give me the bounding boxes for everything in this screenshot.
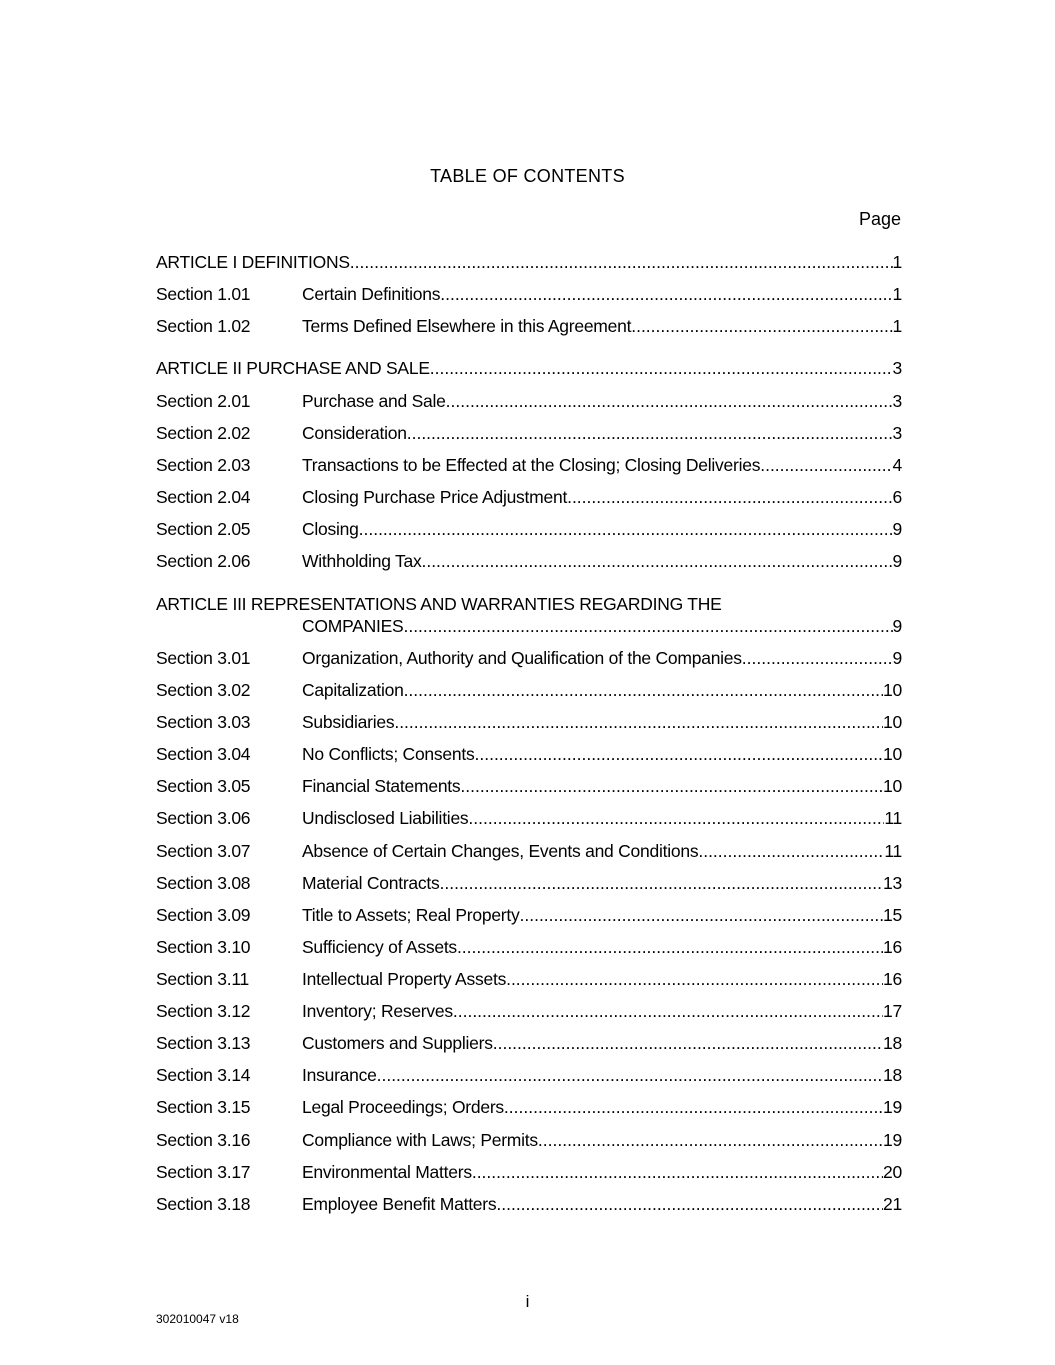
section-number: Section 2.05 <box>156 519 251 539</box>
dot-leader <box>506 967 883 991</box>
dot-leader <box>493 1031 883 1055</box>
toc-page-number: 1 <box>892 284 902 304</box>
toc-entry-section-2-03[interactable] <box>156 453 902 477</box>
toc-page-number: 13 <box>883 873 902 893</box>
dot-leader <box>475 742 884 766</box>
toc-entry-section-3-17[interactable] <box>156 1160 902 1184</box>
toc-page-number: 11 <box>884 841 902 861</box>
section-number: Section 1.02 <box>156 316 251 336</box>
dot-leader <box>504 1095 883 1119</box>
page-title: TABLE OF CONTENTS <box>430 166 625 186</box>
toc-label: ARTICLE II PURCHASE AND SALE <box>156 358 430 378</box>
toc-entry-section-2-01[interactable] <box>156 389 902 413</box>
toc-label: Financial Statements <box>302 776 461 796</box>
toc-label: Compliance with Laws; Permits <box>302 1130 538 1150</box>
toc-entry-section-3-11[interactable] <box>156 967 902 991</box>
toc-page-number: 1 <box>892 252 902 272</box>
toc-page-number: 19 <box>883 1130 902 1150</box>
toc-page-number: 21 <box>883 1194 902 1214</box>
dot-leader <box>631 314 892 338</box>
toc-page-number: 10 <box>883 776 902 796</box>
toc-entry-section-3-09[interactable] <box>156 903 902 927</box>
toc-page-number: 1 <box>892 316 902 336</box>
toc-label: Material Contracts <box>302 873 440 893</box>
toc-entry-section-3-05[interactable] <box>156 774 902 798</box>
toc-entry-section-3-04[interactable] <box>156 742 902 766</box>
toc-page-number: 16 <box>883 937 902 957</box>
toc-label: Undisclosed Liabilities <box>302 808 469 828</box>
toc-page-number: 10 <box>883 680 902 700</box>
dot-leader <box>742 646 893 670</box>
toc-label: Title to Assets; Real Property <box>302 905 520 925</box>
toc-entry-section-3-13[interactable] <box>156 1031 902 1055</box>
dot-leader <box>538 1128 883 1152</box>
dot-leader <box>468 806 884 830</box>
toc-entry-section-3-07[interactable] <box>156 839 902 863</box>
dot-leader <box>567 485 892 509</box>
footer-page-number: i <box>525 1292 530 1311</box>
toc-entry-section-3-03[interactable] <box>156 710 902 734</box>
toc-label: Inventory; Reserves <box>302 1001 453 1021</box>
dot-leader <box>407 421 893 445</box>
toc-page-number: 18 <box>883 1065 902 1085</box>
toc-entry-article-2[interactable] <box>156 356 902 380</box>
toc-label: Employee Benefit Matters <box>302 1194 497 1214</box>
section-number: Section 2.03 <box>156 455 251 475</box>
toc-entry-section-2-02[interactable] <box>156 421 902 445</box>
dot-leader <box>394 710 883 734</box>
toc-page-number: 3 <box>892 391 902 411</box>
toc-page-number: 9 <box>892 648 902 668</box>
dot-leader <box>698 839 884 863</box>
footer-document-id: 302010047 v18 <box>156 1312 239 1326</box>
section-number: Section 3.07 <box>156 841 251 861</box>
toc-entry-section-1-01[interactable] <box>156 282 902 306</box>
toc-entry-section-2-06[interactable] <box>156 549 902 573</box>
toc-entry-section-3-10[interactable] <box>156 935 902 959</box>
toc-label: Subsidiaries <box>302 712 395 732</box>
section-number: Section 2.01 <box>156 391 251 411</box>
toc-page-number: 9 <box>892 519 902 539</box>
toc-entry-article-3[interactable] <box>156 614 902 638</box>
section-number: Section 2.02 <box>156 423 251 443</box>
toc-label: Absence of Certain Changes, Events and Conditions <box>302 841 699 861</box>
toc-page-number: 10 <box>883 712 902 732</box>
toc-entry-section-3-12[interactable] <box>156 999 902 1023</box>
toc-label: Capitalization <box>302 680 404 700</box>
section-number: Section 1.01 <box>156 284 251 304</box>
toc-entry-section-3-02[interactable] <box>156 678 902 702</box>
toc-page-number: 4 <box>892 455 902 475</box>
section-number: Section 2.04 <box>156 487 251 507</box>
toc-entry-section-3-14[interactable] <box>156 1063 902 1087</box>
toc-label: Intellectual Property Assets <box>302 969 507 989</box>
toc-entry-section-3-18[interactable] <box>156 1192 902 1216</box>
toc-label: Closing Purchase Price Adjustment <box>302 487 568 507</box>
toc-label: COMPANIES <box>302 616 404 636</box>
toc-label: Purchase and Sale <box>302 391 446 411</box>
toc-label: No Conflicts; Consents <box>302 744 475 764</box>
section-number: Section 3.09 <box>156 905 251 925</box>
toc-label: Terms Defined Elsewhere in this Agreement <box>302 316 632 336</box>
toc-label: Sufficiency of Assets <box>302 937 457 957</box>
dot-leader <box>457 935 883 959</box>
toc-entry-section-3-16[interactable] <box>156 1128 902 1152</box>
dot-leader <box>404 678 883 702</box>
dot-leader <box>496 1192 883 1216</box>
toc-label: Withholding Tax <box>302 551 422 571</box>
toc-page-number: 16 <box>883 969 902 989</box>
toc-page-number: 11 <box>884 808 902 828</box>
section-number: Section 2.06 <box>156 551 251 571</box>
dot-leader <box>472 1160 883 1184</box>
toc-label: Legal Proceedings; Orders <box>302 1097 504 1117</box>
toc-label: Customers and Suppliers <box>302 1033 493 1053</box>
toc-page-number: 6 <box>892 487 902 507</box>
dot-leader <box>430 356 893 380</box>
dot-leader <box>453 999 883 1023</box>
section-number: Section 3.14 <box>156 1065 251 1085</box>
dot-leader <box>421 549 892 573</box>
section-number: Section 3.06 <box>156 808 251 828</box>
section-number: Section 3.16 <box>156 1130 251 1150</box>
toc-label: Organization, Authority and Qualification of the Companies <box>302 648 742 668</box>
section-number: Section 3.15 <box>156 1097 251 1117</box>
section-number: Section 3.10 <box>156 937 251 957</box>
toc-label: Consideration <box>302 423 407 443</box>
toc-entry-section-3-08[interactable] <box>156 871 902 895</box>
toc-label: Closing <box>302 519 359 539</box>
dot-leader <box>440 282 892 306</box>
toc-page-number: 3 <box>892 423 902 443</box>
dot-leader <box>350 250 893 274</box>
toc-entry-article-1[interactable] <box>156 250 902 274</box>
dot-leader <box>403 614 892 638</box>
dot-leader <box>377 1063 883 1087</box>
dot-leader <box>446 389 893 413</box>
section-number: Section 3.11 <box>156 969 249 989</box>
toc-label: Transactions to be Effected at the Closing; Closing Deliveries <box>302 455 761 475</box>
toc-page-number: 3 <box>892 358 902 378</box>
section-number: Section 3.05 <box>156 776 251 796</box>
toc-page-number: 18 <box>883 1033 902 1053</box>
toc-page-number: 9 <box>892 616 902 636</box>
toc-page-number: 17 <box>883 1001 902 1021</box>
section-number: Section 3.12 <box>156 1001 251 1021</box>
section-number: Section 3.01 <box>156 648 251 668</box>
toc-entry-section-2-05[interactable] <box>156 517 902 541</box>
toc-entry-section-3-15[interactable] <box>156 1095 902 1119</box>
page-column-header: Page <box>858 209 901 229</box>
toc-page-number: 9 <box>892 551 902 571</box>
dot-leader <box>520 903 884 927</box>
section-number: Section 3.08 <box>156 873 251 893</box>
toc-page-number: 19 <box>883 1097 902 1117</box>
section-number: Section 3.18 <box>156 1194 251 1214</box>
toc-label: Insurance <box>302 1065 377 1085</box>
section-number: Section 3.17 <box>156 1162 251 1182</box>
toc-page-number: 15 <box>883 905 902 925</box>
toc-label: Environmental Matters <box>302 1162 472 1182</box>
toc-entry-section-3-06[interactable] <box>156 806 902 830</box>
toc-entry-section-1-02[interactable] <box>156 314 902 338</box>
toc-entry-article-3-line-1[interactable]: ARTICLE III REPRESENTATIONS AND WARRANTIES REGARDING THE <box>156 594 722 614</box>
toc-entry-section-2-04[interactable] <box>156 485 902 509</box>
section-number: Section 3.13 <box>156 1033 251 1053</box>
toc-page-number: 20 <box>883 1162 902 1182</box>
section-number: Section 3.03 <box>156 712 251 732</box>
toc-label: ARTICLE I DEFINITIONS <box>156 252 350 272</box>
dot-leader <box>359 517 893 541</box>
dot-leader <box>760 453 892 477</box>
section-number: Section 3.04 <box>156 744 251 764</box>
toc-entry-section-3-01[interactable] <box>156 646 902 670</box>
section-number: Section 3.02 <box>156 680 251 700</box>
toc-page-number: 10 <box>883 744 902 764</box>
toc-label: Certain Definitions <box>302 284 441 304</box>
dot-leader <box>440 871 884 895</box>
dot-leader <box>460 774 883 798</box>
